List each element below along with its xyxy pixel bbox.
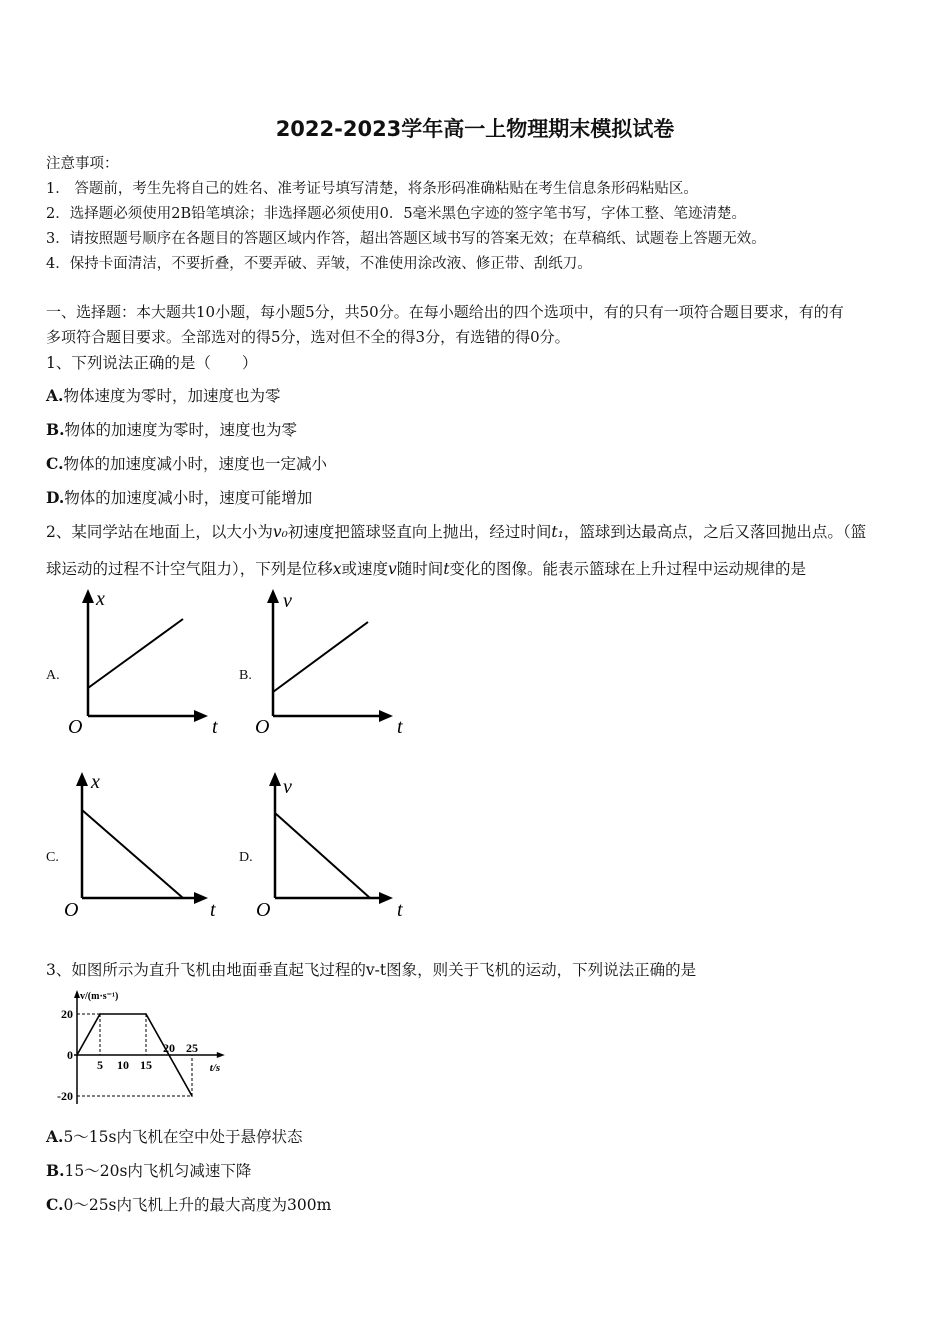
q1-option-b: B.物体的加速度为零时，速度也为零 bbox=[46, 420, 298, 439]
y-axis-arrow bbox=[82, 589, 94, 603]
q3-option-c: C.0～25s内飞机上升的最大高度为300m bbox=[46, 1195, 332, 1214]
x-tick-label: 5 bbox=[97, 1058, 103, 1072]
section-instruction-line2: 多项符合题目要求。全部选对的得5分，选对但不全的得3分，有选错的得0分。 bbox=[46, 328, 570, 346]
x-axis-arrow bbox=[379, 710, 393, 722]
y-tick-label: 20 bbox=[61, 1007, 73, 1021]
q1-stem: 1、下列说法正确的是（ ） bbox=[46, 354, 258, 372]
x-axis-label: t bbox=[212, 716, 218, 738]
q1-option-a: A.物体速度为零时，加速度也为零 bbox=[46, 386, 281, 405]
y-axis-label: v bbox=[283, 776, 292, 798]
graph-line bbox=[275, 813, 370, 898]
q2-graph-b bbox=[245, 585, 415, 740]
y-axis-label: x bbox=[91, 771, 100, 793]
notice-heading: 注意事项： bbox=[46, 156, 119, 172]
data-point bbox=[99, 1013, 101, 1015]
notice-item-3: 3．请按照题号顺序在各题目的答题区域内作答，超出答题区域书写的答案无效；在草稿纸、试题卷上答题无效。 bbox=[46, 231, 766, 247]
q2-graph-d bbox=[245, 768, 415, 923]
x-axis-label: t bbox=[210, 899, 216, 921]
data-point bbox=[191, 1095, 193, 1097]
origin-label: O bbox=[68, 716, 83, 738]
q3-vt-chart bbox=[40, 985, 230, 1110]
section-instruction-line1: 一、选择题：本大题共10小题，每小题5分，共50分。在每小题给出的四个选项中，有的只有一项符合题目要求，有的有 bbox=[46, 303, 844, 321]
q2-graph-a bbox=[60, 585, 230, 740]
y-axis-label: v bbox=[283, 590, 292, 612]
data-point bbox=[145, 1013, 147, 1015]
x-tick-label: 15 bbox=[140, 1058, 152, 1072]
y-tick-label: -20 bbox=[57, 1089, 73, 1103]
notice-item-2: 2．选择题必须使用2B铅笔填涂；非选择题必须使用0．5毫米黑色字迹的签字笔书写，字体工整、笔迹清楚。 bbox=[46, 206, 747, 222]
x-axis-arrow bbox=[217, 1052, 225, 1058]
y-axis-arrow bbox=[76, 772, 88, 786]
y-axis-label: x bbox=[96, 588, 105, 610]
origin-label: O bbox=[64, 899, 79, 921]
q1-option-d: D.物体的加速度减小时，速度可能增加 bbox=[46, 488, 313, 507]
origin-label: O bbox=[256, 899, 271, 921]
x-tick-label: 20 bbox=[163, 1041, 175, 1055]
q2-graph-d-label: D. bbox=[239, 850, 253, 865]
y-axis-arrow bbox=[269, 772, 281, 786]
q2-stem-line2: 球运动的过程不计空气阻力），下列是位移x或速度v随时间t变化的图像。能表示篮球在上升过程中运动规律的是 bbox=[46, 560, 807, 578]
x-axis-label: t bbox=[397, 899, 403, 921]
q3-stem: 3、如图所示为直升飞机由地面垂直起飞过程的v-t图象，则关于飞机的运动，下列说法正确的是 bbox=[46, 961, 697, 979]
graph-line bbox=[273, 622, 368, 692]
q3-option-a: A.5～15s内飞机在空中处于悬停状态 bbox=[46, 1127, 303, 1146]
x-axis-arrow bbox=[194, 710, 208, 722]
q2-graph-b-label: B. bbox=[239, 668, 252, 683]
q3-option-b: B.15～20s内飞机匀减速下降 bbox=[46, 1161, 252, 1180]
data-point bbox=[76, 1054, 78, 1056]
q2-stem-line1: 2、某同学站在地面上，以大小为v₀初速度把篮球竖直向上抛出，经过时间t₁，篮球到达最高点，之后又落回抛出点。（篮 bbox=[46, 523, 867, 541]
q2-graph-a-label: A. bbox=[46, 668, 60, 683]
q2-graph-c-label: C. bbox=[46, 850, 59, 865]
notice-item-4: 4．保持卡面清洁，不要折叠，不要弄破、弄皱，不准使用涂改液、修正带、刮纸刀。 bbox=[46, 256, 592, 272]
x-tick-label: 25 bbox=[186, 1041, 198, 1055]
notice-item-1: 1． 答题前，考生先将自己的姓名、准考证号填写清楚，将条形码准确粘贴在考生信息条形码粘贴区。 bbox=[46, 181, 698, 197]
x-axis-title: t/s bbox=[209, 1062, 221, 1074]
y-axis-arrow bbox=[267, 589, 279, 603]
x-tick-label: 10 bbox=[117, 1058, 129, 1072]
x-axis-label: t bbox=[397, 716, 403, 738]
page-title: 2022-2023学年高一上物理期末模拟试卷 bbox=[275, 117, 675, 141]
q1-option-c: C.物体的加速度减小时，速度也一定减小 bbox=[46, 454, 327, 473]
x-axis-arrow bbox=[379, 892, 393, 904]
q2-graph-c bbox=[55, 768, 225, 923]
y-tick-label: 0 bbox=[67, 1048, 73, 1062]
origin-label: O bbox=[255, 716, 270, 738]
x-axis-arrow bbox=[194, 892, 208, 904]
graph-line bbox=[82, 810, 183, 898]
graph-line bbox=[88, 619, 183, 688]
y-axis-title: v/(m·s⁻¹) bbox=[80, 991, 119, 1002]
